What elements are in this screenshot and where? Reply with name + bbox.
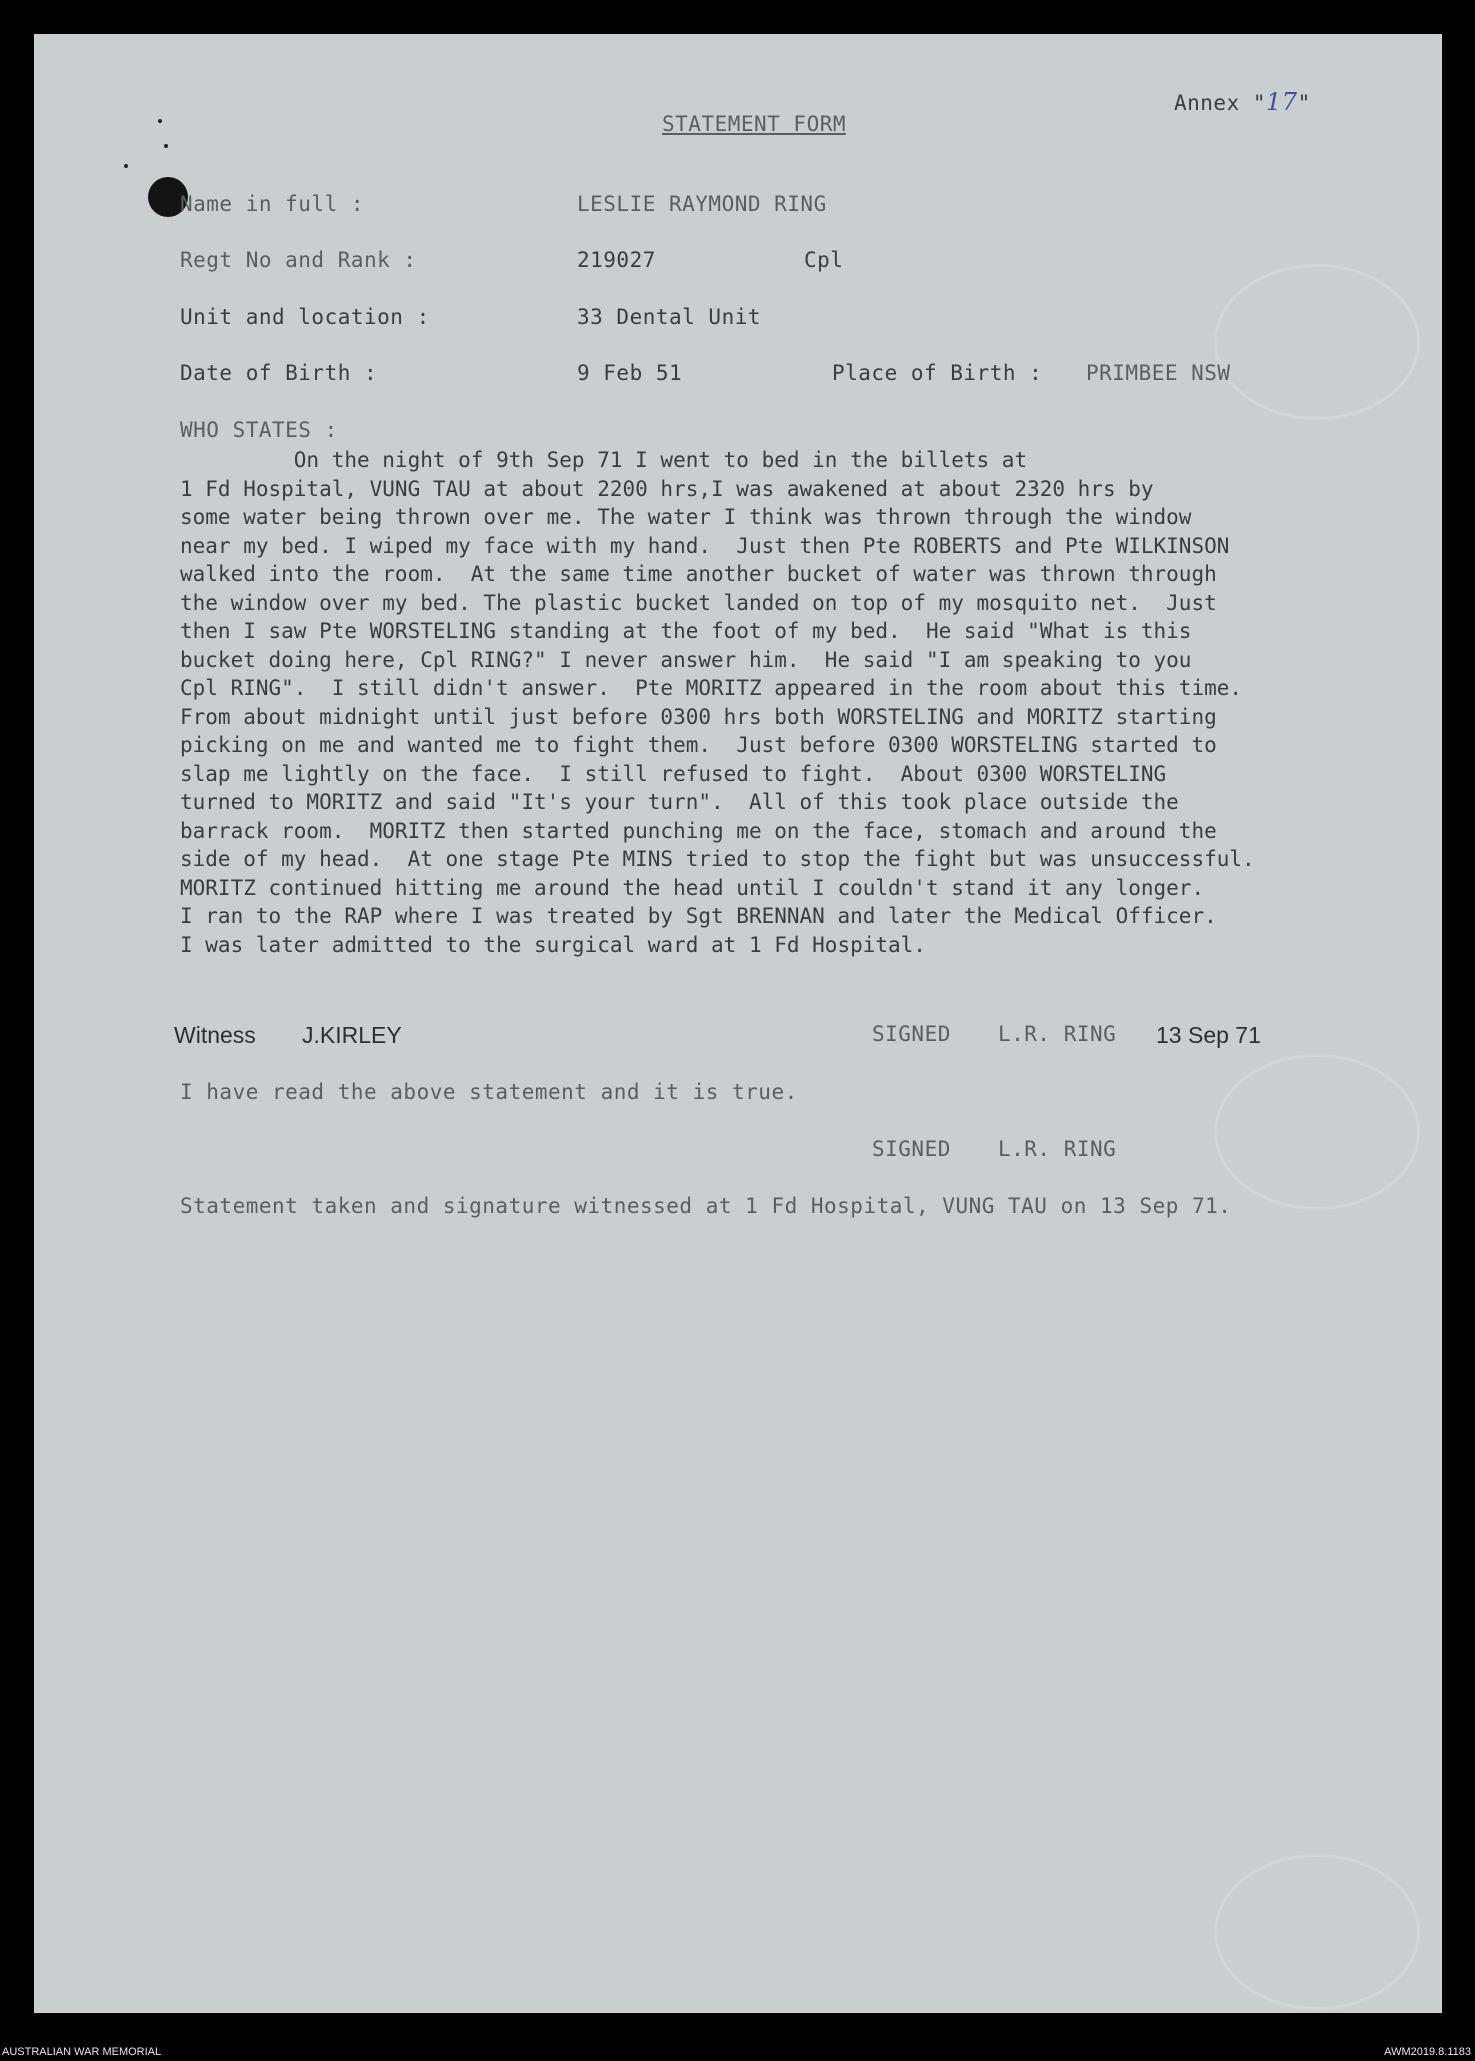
signed-label: SIGNED <box>872 1022 951 1046</box>
mark <box>124 164 128 168</box>
annex-number: 17 <box>1266 88 1298 116</box>
mark <box>158 119 162 123</box>
field-value: LESLIE RAYMOND RING <box>577 192 827 216</box>
statement-line: 1 Fd Hospital, VUNG TAU at about 2200 hrs,I was awakened at about 2320 hrs by <box>180 476 1154 501</box>
statement-line: side of my head. At one stage Pte MINS tried to stop the fight but was unsuccessful. <box>180 847 1255 871</box>
field-label: Unit and location : <box>180 305 430 329</box>
footer-source: AUSTRALIAN WAR MEMORIAL <box>2 2046 162 2058</box>
statement-line: barrack room. MORITZ then started punching me on the face, stomach and around the <box>180 818 1217 843</box>
statement-line: picking on me and wanted me to fight them. Just before 0300 WORSTELING started to <box>180 733 1217 757</box>
statement-line: From about midnight until just before 0300 hrs both WORSTELING and MORITZ starting <box>180 704 1217 729</box>
annex-label: Annex "17" <box>1174 88 1311 116</box>
watermark <box>1214 1054 1420 1210</box>
field-label: Regt No and Rank : <box>180 248 417 272</box>
field-value: 33 Dental Unit <box>577 305 762 329</box>
statement-body <box>180 446 1420 959</box>
statement-line: slap me lightly on the face. I still refused to fight. About 0300 WORSTELING <box>180 761 1167 786</box>
statement-line: then I saw Pte WORSTELING standing at the foot of my bed. He said "What is this <box>180 619 1192 643</box>
mark <box>164 144 168 148</box>
field-extra: Cpl <box>804 248 844 272</box>
who-states-heading: WHO STATES : <box>180 418 338 442</box>
statement-line: some water being thrown over me. The water I think was thrown through the window <box>180 505 1192 529</box>
document-page <box>34 34 1442 2013</box>
watermark <box>1214 264 1420 420</box>
affirmation: I have read the above statement and it is true. <box>180 1080 798 1104</box>
signed-date: 13 Sep 71 <box>1156 1022 1261 1048</box>
field-value: 219027 <box>577 248 656 272</box>
watermark <box>1214 1854 1420 2010</box>
statement-line: turned to MORITZ and said "It's your turn". All of this took place outside the <box>180 790 1179 814</box>
field-label: Date of Birth : <box>180 361 378 385</box>
statement-line: MORITZ continued hitting me around the head until I couldn't stand it any longer. <box>180 875 1205 900</box>
page-title: STATEMENT FORM <box>662 112 847 136</box>
signed-label: SIGNED <box>872 1137 951 1161</box>
statement-line: the window over my bed. The plastic bucket landed on top of my mosquito net. Just <box>180 590 1217 615</box>
statement-line: bucket doing here, Cpl RING?" I never answer him. He said "I am speaking to you <box>180 647 1192 672</box>
closing-statement: Statement taken and signature witnessed at 1 Fd Hospital, VUNG TAU on 13 Sep 71. <box>180 1194 1232 1218</box>
statement-line: near my bed. I wiped my face with my hand. Just then Pte ROBERTS and Pte WILKINSON <box>180 533 1230 558</box>
footer-accession: AWM2019.8.1183 <box>1384 2046 1471 2058</box>
signed-name: L.R. RING <box>998 1022 1117 1046</box>
statement-line: Cpl RING". I still didn't answer. Pte MORITZ appeared in the room about this time. <box>180 676 1243 700</box>
witness-label: Witness <box>174 1022 256 1048</box>
statement-line: I was later admitted to the surgical ward at 1 Fd Hospital. <box>180 932 926 957</box>
field-value: 9 Feb 51 <box>577 361 683 385</box>
field-label: Name in full : <box>180 192 365 216</box>
field-extra: PRIMBEE NSW <box>1086 361 1231 385</box>
statement-line: I ran to the RAP where I was treated by Sgt BRENNAN and later the Medical Officer. <box>180 904 1217 928</box>
field-extra-label: Place of Birth : <box>832 361 1043 385</box>
witness-name: J.KIRLEY <box>302 1022 402 1048</box>
statement-line: walked into the room. At the same time another bucket of water was thrown through <box>180 562 1217 586</box>
statement-line: On the night of 9th Sep 71 I went to bed in the billets at <box>180 448 1028 472</box>
signed-name: L.R. RING <box>998 1137 1117 1161</box>
